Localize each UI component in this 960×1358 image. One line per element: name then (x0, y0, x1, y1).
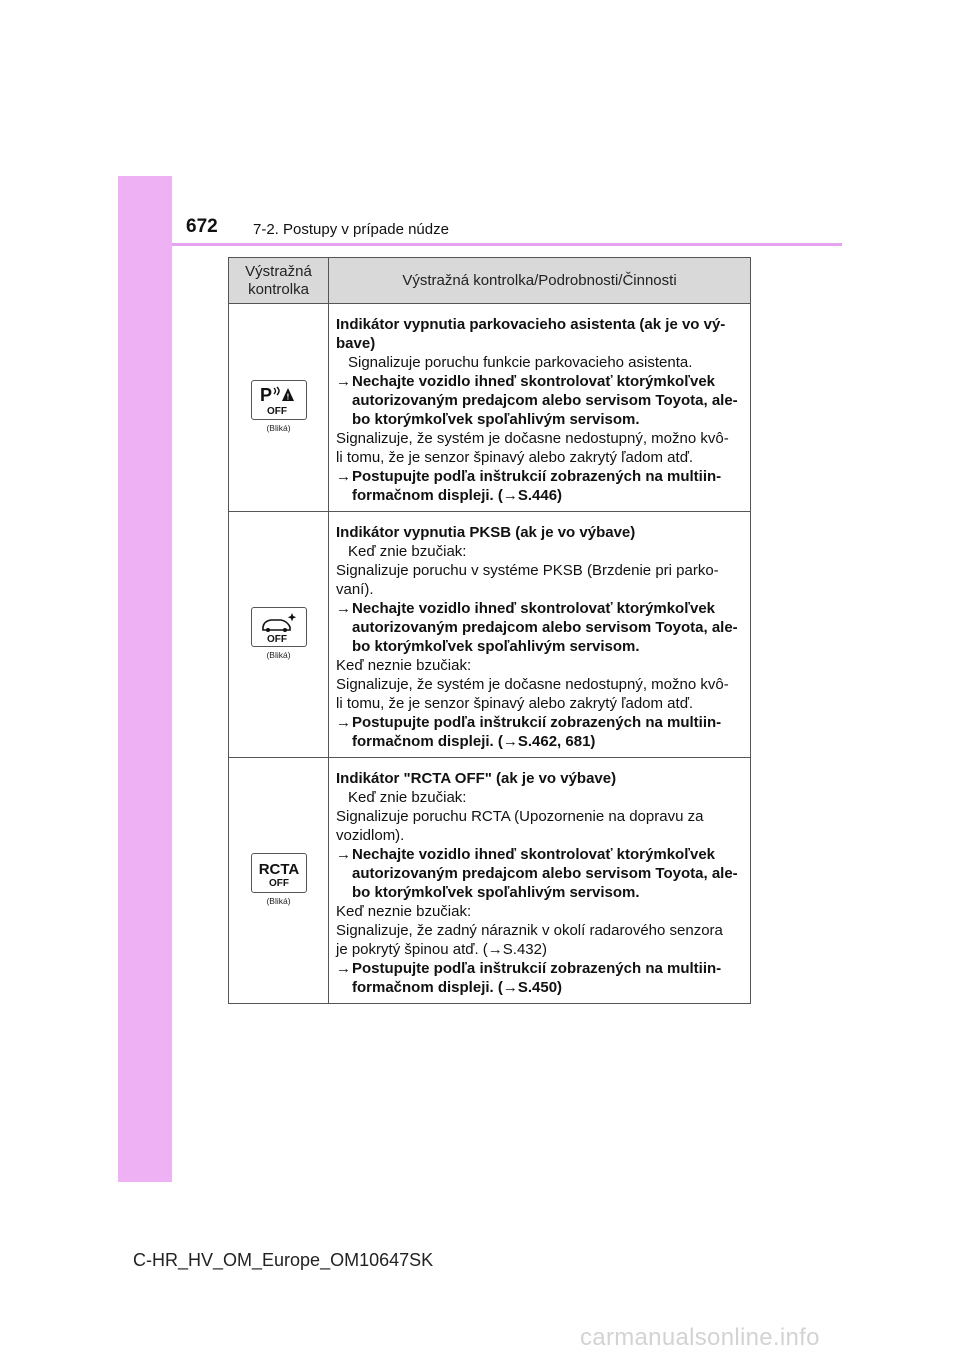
detail-line: bo ktorýmkoľvek spoľahlivým servisom. (352, 638, 640, 655)
arrow-right-icon: → (336, 714, 351, 731)
detail-line: bo ktorýmkoľvek spoľahlivým servisom. (352, 884, 640, 901)
icon-cell (229, 758, 329, 1004)
detail-line: →Nechajte vozidlo ihneď skontrolovať ktorýmkoľvek (336, 846, 716, 863)
section-title: 7-2. Postupy v prípade núdze (253, 221, 449, 238)
detail-line: Indikátor vypnutia parkovacieho asistenta (ak je vo vý- (336, 316, 726, 333)
page-number: 672 (186, 216, 218, 237)
pksb-off-icon (251, 607, 307, 647)
detail-line: autorizovaným predajcom alebo servisom Toyota, ale- (352, 619, 738, 636)
arrow-right-icon: → (336, 960, 351, 977)
detail-line: li tomu, že je senzor špinavý alebo zakrytý ľadom atď. (336, 695, 694, 712)
detail-line: vaní). (336, 581, 374, 598)
detail-line: formačnom displeji. (→S.446) (352, 487, 563, 504)
detail-line: formačnom displeji. (→S.450) (352, 979, 563, 996)
svg-text:P: P (259, 384, 272, 405)
watermark: carmanualsonline.info (580, 1324, 820, 1351)
detail-line: →Nechajte vozidlo ihneď skontrolovať ktorýmkoľvek (336, 600, 716, 617)
icon-cell (229, 512, 329, 758)
details-cell (329, 512, 751, 758)
blinking-note: (Bliká) (266, 649, 291, 660)
detail-line: Indikátor vypnutia PKSB (ak je vo výbave) (336, 524, 636, 541)
blinking-note: (Bliká) (266, 895, 291, 906)
svg-text:RCTA: RCTA (258, 860, 299, 878)
svg-text:!: ! (286, 392, 289, 401)
detail-line: →Postupujte podľa inštrukcií zobrazených na multiin- (336, 714, 722, 731)
chapter-sidebar-tab (118, 176, 172, 1182)
detail-line: Indikátor "RCTA OFF" (ak je vo výbave) (336, 770, 617, 787)
detail-line: autorizovaným predajcom alebo servisom Toyota, ale- (352, 392, 738, 409)
rcta-off-icon (251, 853, 307, 893)
detail-line: Keď neznie bzučiak: (336, 657, 472, 674)
details-cell (329, 304, 751, 512)
detail-line: Signalizuje poruchu RCTA (Upozornenie na dopravu za (336, 808, 704, 825)
detail-line: vozidlom). (336, 827, 405, 844)
arrow-right-icon: → (336, 373, 351, 390)
document-code-footer: C-HR_HV_OM_Europe_OM10647SK (133, 1250, 434, 1270)
detail-line: →Postupujte podľa inštrukcií zobrazených na multiin- (336, 468, 722, 485)
table-row (229, 512, 751, 758)
warning-light-table (228, 257, 751, 1004)
parking-assist-off-icon (251, 380, 307, 420)
column-header-details: Výstražná kontrolka/Podrobnosti/Činnosti (329, 258, 751, 304)
icon-cell (229, 304, 329, 512)
svg-text:OFF: OFF (266, 633, 287, 644)
detail-line: Keď znie bzučiak: (348, 543, 467, 560)
detail-line: →Postupujte podľa inštrukcií zobrazených na multiin- (336, 960, 722, 977)
table-row (229, 758, 751, 1004)
arrow-right-icon: → (336, 600, 351, 617)
detail-line: Keď znie bzučiak: (348, 789, 467, 806)
detail-line: Signalizuje, že zadný náraznik v okolí radarového senzora (336, 922, 723, 939)
blinking-note: (Bliká) (266, 422, 291, 433)
detail-line: li tomu, že je senzor špinavý alebo zakrytý ľadom atď. (336, 449, 694, 466)
detail-line: Signalizuje poruchu v systéme PKSB (Brzdenie pri parko- (336, 562, 719, 579)
detail-line: bo ktorýmkoľvek spoľahlivým servisom. (352, 411, 640, 428)
detail-line: Signalizuje, že systém je dočasne nedostupný, možno kvô- (336, 676, 729, 693)
detail-line: Keď neznie bzučiak: (336, 903, 472, 920)
detail-line: bave) (336, 335, 376, 352)
arrow-right-icon: → (336, 846, 351, 863)
detail-line: Signalizuje poruchu funkcie parkovacieho asistenta. (348, 354, 693, 371)
svg-text:OFF: OFF (266, 405, 287, 417)
arrow-right-icon: → (336, 468, 351, 485)
detail-line: Signalizuje, že systém je dočasne nedostupný, možno kvô- (336, 430, 729, 447)
header-divider (172, 243, 842, 246)
detail-line: →Nechajte vozidlo ihneď skontrolovať ktorýmkoľvek (336, 373, 716, 390)
svg-text:OFF: OFF (268, 877, 289, 889)
details-cell (329, 758, 751, 1004)
detail-line: formačnom displeji. (→S.462, 681) (352, 733, 596, 750)
detail-line: je pokrytý špinou atď. (→S.432) (336, 941, 547, 958)
table-header-row (229, 258, 751, 304)
table-row (229, 304, 751, 512)
detail-line: autorizovaným predajcom alebo servisom Toyota, ale- (352, 865, 738, 882)
column-header-warning-light: Výstražná kontrolka (229, 258, 329, 304)
